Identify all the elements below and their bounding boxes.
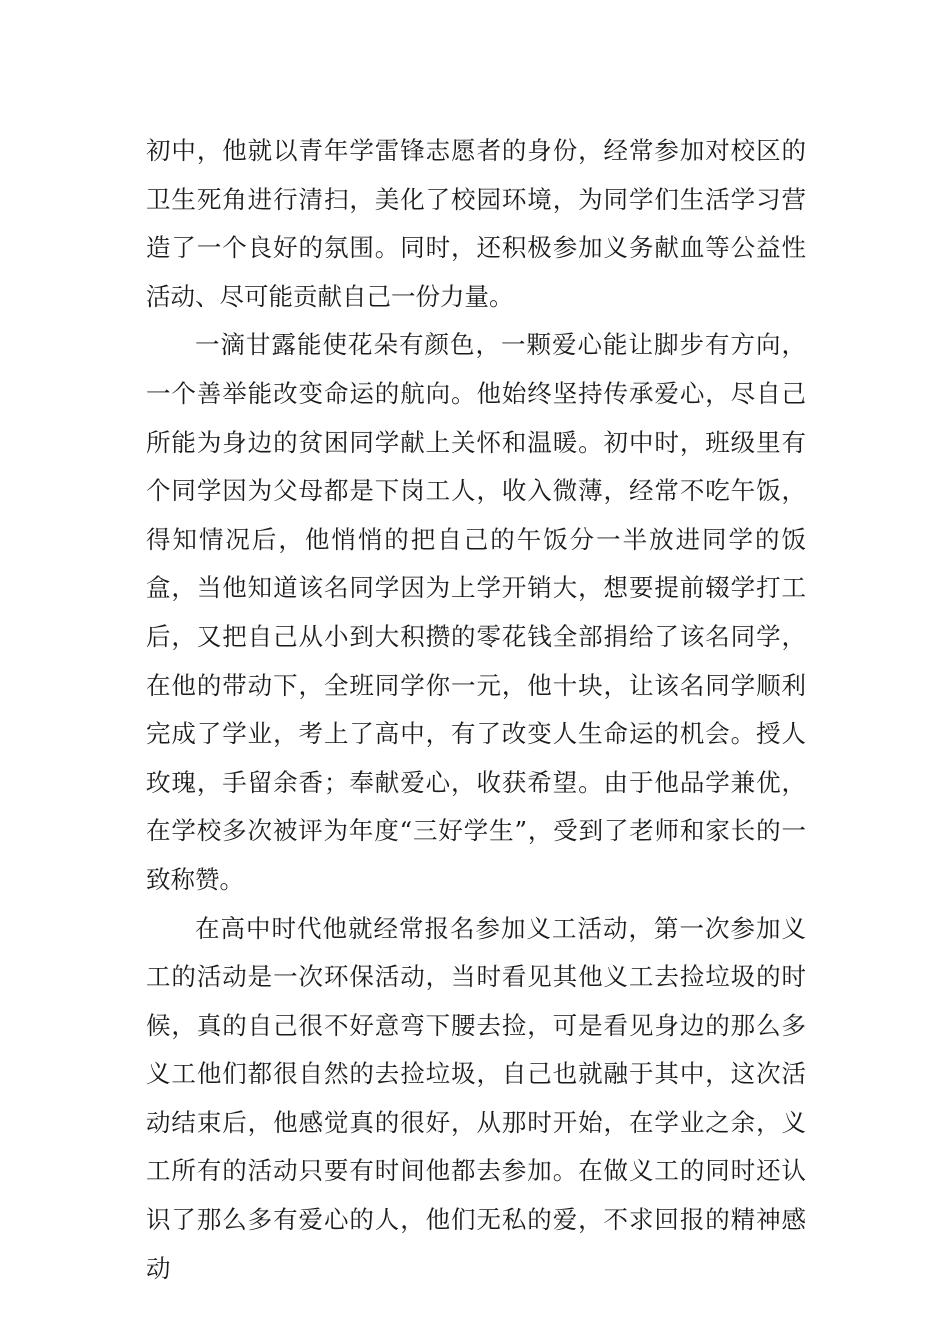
paragraph-1: 初中，他就以青年学雷锋志愿者的身份，经常参加对校区的卫生死角进行清扫，美化了校园环境，为同学们生活学习营造了一个良好的氛围。同时，还积极参加义务献血等公益性活动、尽可能贡献自己一份力量。	[146, 136, 806, 311]
paragraph-3: 在高中时代他就经常报名参加义工活动，第一次参加义工的活动是一次环保活动，当时看见其他义工去捡垃圾的时候，真的自己很不好意弯下腰去捡，可是看见身边的那么多义工他们都很自然的去捡垃圾，自己也就融于其中，这次活动结束后，他感觉真的很好，从那时开始，在学业之余，义工所有的活动只要有时间他都去参加。在做义工的同时还认识了那么多有爱心的人，他们无私的爱，不求回报的精神感动	[146, 913, 806, 1283]
paragraph-2: 一滴甘露能使花朵有颜色，一颗爱心能让脚步有方向，一个善举能改变命运的航向。他始终坚持传承爱心，尽自己所能为身边的贫困同学献上关怀和温暖。初中时，班级里有个同学因为父母都是下岗工人，收入微薄，经常不吃午饭，得知情况后，他悄悄的把自己的午饭分一半放进同学的饭盒，当他知道该名同学因为上学开销大，想要提前辍学打工后，又把自己从小到大积攒的零花钱全部捐给了该名同学，在他的带动下，全班同学你一元，他十块，让该名同学顺利完成了学业，考上了高中，有了改变人生命运的机会。授人玫瑰，手留余香；奉献爱心，收获希望。由于他品学兼优，在学校多次被评为年度“三好学生”，受到了老师和家长的一致称赞。	[146, 330, 806, 894]
body-text	[146, 127, 806, 1293]
